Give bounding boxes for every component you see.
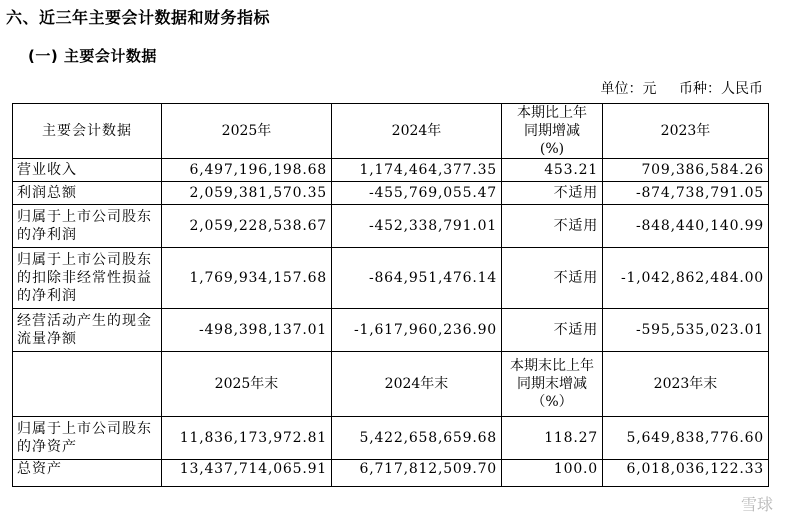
cell-2025: -498,398,137.01: [162, 309, 332, 352]
watermark: 雪球: [740, 495, 773, 514]
row-label: 归属于上市公司股东的扣除非经常性损益的净利润: [13, 248, 162, 309]
table-row: [13, 159, 769, 182]
header-change-end: 本期末比上年同期末增减（%）: [502, 352, 603, 417]
cell-change: 100.0: [502, 460, 603, 487]
cell-2023: -1,042,862,484.00: [603, 248, 769, 309]
cell-2023: 5,649,838,776.60: [603, 417, 769, 460]
header-item: [13, 352, 162, 417]
cell-2024: -1,617,960,236.90: [332, 309, 502, 352]
currency-label: 币种：人民币: [679, 81, 763, 97]
cell-2025: 11,836,173,972.81: [162, 417, 332, 460]
row-label: 营业收入: [13, 159, 162, 182]
subsection-title: (一) 主要会计数据: [28, 47, 157, 65]
table-header-row: [13, 352, 769, 417]
cell-change: 不适用: [502, 248, 603, 309]
table-row: [13, 205, 769, 248]
cell-change: 不适用: [502, 182, 603, 205]
row-label: 归属于上市公司股东的净利润: [13, 205, 162, 248]
cell-2025: 1,769,934,157.68: [162, 248, 332, 309]
cell-2025: 6,497,196,198.68: [162, 159, 332, 182]
cell-2024: -452,338,791.01: [332, 205, 502, 248]
unit-note: [601, 78, 763, 98]
section-title: 六、近三年主要会计数据和财务指标: [6, 8, 271, 27]
table-row: [13, 182, 769, 205]
header-2024-end: 2024年末: [332, 352, 502, 417]
table-header-row: [13, 104, 769, 159]
table-row: [13, 248, 769, 309]
cell-change: 不适用: [502, 309, 603, 352]
table-row: [13, 309, 769, 352]
cell-2024: -864,951,476.14: [332, 248, 502, 309]
table-row: [13, 460, 769, 487]
row-label: 归属于上市公司股东的净资产: [13, 417, 162, 460]
cell-2023: -848,440,140.99: [603, 205, 769, 248]
row-label: 利润总额: [13, 182, 162, 205]
cell-2024: 6,717,812,509.70: [332, 460, 502, 487]
header-change: 本期比上年同期增减(%): [502, 104, 603, 159]
header-2023: 2023年: [603, 104, 769, 159]
cell-change: 453.21: [502, 159, 603, 182]
cell-2024: 1,174,464,377.35: [332, 159, 502, 182]
cell-change: 不适用: [502, 205, 603, 248]
accounting-data-table: [12, 103, 769, 487]
unit-label: 单位：元: [600, 81, 657, 97]
cell-2023: 6,018,036,122.33: [603, 460, 769, 487]
cell-2023: -874,738,791.05: [603, 182, 769, 205]
row-label: 经营活动产生的现金流量净额: [13, 309, 162, 352]
table-row: [13, 417, 769, 460]
row-label: 总资产: [13, 460, 162, 487]
cell-2023: 709,386,584.26: [603, 159, 769, 182]
header-2024: 2024年: [332, 104, 502, 159]
header-item: 主要会计数据: [13, 104, 162, 159]
cell-2023: -595,535,023.01: [603, 309, 769, 352]
header-2023-end: 2023年末: [603, 352, 769, 417]
cell-change: 118.27: [502, 417, 603, 460]
cell-2025: 13,437,714,065.91: [162, 460, 332, 487]
cell-2024: 5,422,658,659.68: [332, 417, 502, 460]
cell-2025: 2,059,381,570.35: [162, 182, 332, 205]
header-2025: 2025年: [162, 104, 332, 159]
header-2025-end: 2025年末: [162, 352, 332, 417]
cell-2025: 2,059,228,538.67: [162, 205, 332, 248]
cell-2024: -455,769,055.47: [332, 182, 502, 205]
